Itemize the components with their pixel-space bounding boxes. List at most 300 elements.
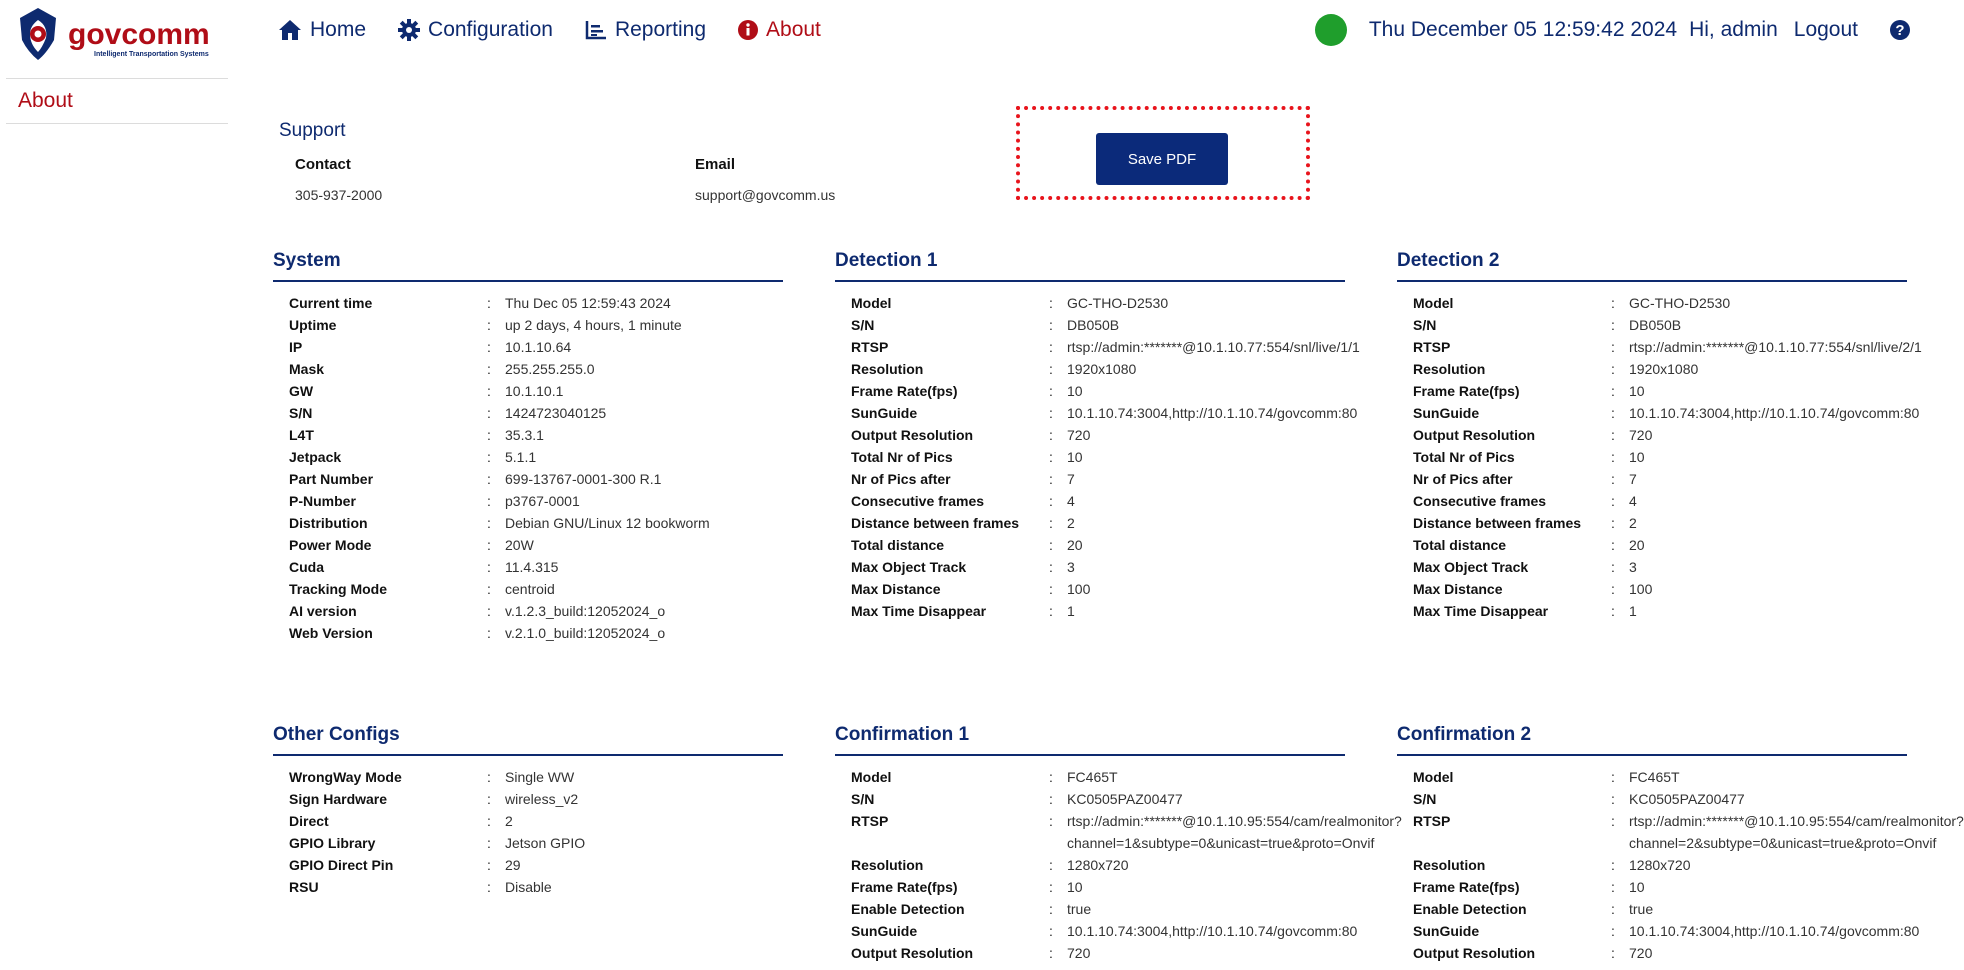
separator: : [1049, 537, 1053, 553]
info-row [851, 556, 1345, 578]
info-label: SunGuide [1413, 923, 1480, 939]
info-value: 2 [505, 813, 513, 829]
info-label: Enable Detection [1413, 901, 1527, 917]
info-row [851, 468, 1345, 490]
info-label: Frame Rate(fps) [851, 879, 958, 895]
status-indicator [1315, 14, 1347, 46]
info-row [851, 788, 1345, 810]
info-row [851, 424, 1345, 446]
separator: : [1611, 515, 1615, 531]
info-value: FC465T [1629, 769, 1680, 785]
info-row [851, 358, 1345, 380]
info-value: centroid [505, 581, 555, 597]
info-value: 5.1.1 [505, 449, 537, 465]
separator: : [1049, 515, 1053, 531]
info-value: rtsp://admin:*******@10.1.10.77:554/snl/live/1/1 [1067, 339, 1360, 355]
info-row [289, 600, 783, 622]
separator: : [487, 339, 491, 355]
info-label: Frame Rate(fps) [1413, 383, 1520, 399]
system-section [273, 250, 783, 644]
info-label: Output Resolution [1413, 945, 1536, 961]
info-value: 720 [1067, 427, 1091, 443]
separator: : [1049, 945, 1053, 961]
info-label: SunGuide [851, 405, 918, 421]
info-label: GPIO Library [289, 835, 376, 851]
info-row [289, 468, 783, 490]
separator: : [1049, 405, 1053, 421]
info-label: Model [1413, 769, 1454, 785]
separator: : [487, 625, 491, 641]
info-value: 10.1.10.1 [505, 383, 564, 399]
separator: : [487, 405, 491, 421]
chart-icon [585, 20, 607, 40]
separator: : [1049, 295, 1053, 311]
info-value: DB050B [1067, 317, 1120, 333]
other-configs-section [273, 724, 783, 898]
info-row [289, 788, 783, 810]
info-value: 20 [1067, 537, 1083, 553]
separator: : [487, 879, 491, 895]
info-label: Nr of Pics after [1413, 471, 1513, 487]
sidebar-item-about[interactable]: About [6, 79, 228, 124]
separator: : [1611, 339, 1615, 355]
separator: : [487, 383, 491, 399]
section-title: Detection 2 [1397, 250, 1907, 282]
info-row [851, 876, 1345, 898]
separator: : [1049, 857, 1053, 873]
separator: : [1049, 879, 1053, 895]
contact-phone: 305-937-2000 [295, 187, 383, 203]
info-row [1413, 854, 1907, 876]
info-value: 4 [1629, 493, 1637, 509]
confirmation1-section [835, 724, 1402, 964]
info-row [1413, 810, 1964, 854]
separator: : [487, 317, 491, 333]
info-value: 7 [1629, 471, 1637, 487]
separator: : [1049, 901, 1053, 917]
info-value: 10 [1067, 879, 1083, 895]
info-label: P-Number [289, 493, 356, 509]
info-label: Mask [289, 361, 325, 377]
info-label: Model [1413, 295, 1454, 311]
info-label: Direct [289, 813, 329, 829]
info-value: v.1.2.3_build:12052024_o [505, 603, 666, 619]
info-label: Max Object Track [851, 559, 967, 575]
info-row [1413, 314, 1907, 336]
info-row [289, 854, 783, 876]
separator: : [1611, 405, 1615, 421]
info-row [289, 490, 783, 512]
separator: : [1611, 427, 1615, 443]
info-label: Current time [289, 295, 373, 311]
info-value: v.2.1.0_build:12052024_o [505, 625, 666, 641]
separator: : [1049, 471, 1053, 487]
info-value: 7 [1067, 471, 1075, 487]
info-value: 2 [1629, 515, 1637, 531]
info-value: 255.255.255.0 [505, 361, 595, 377]
separator: : [487, 515, 491, 531]
sidebar [6, 78, 228, 124]
info-value: 10.1.10.74:3004,http://10.1.10.74/govcomm:80 [1629, 923, 1920, 939]
info-row [1413, 942, 1907, 964]
save-pdf-highlight [1016, 106, 1310, 200]
info-label: SunGuide [1413, 405, 1480, 421]
info-value: rtsp://admin:*******@10.1.10.77:554/snl/live/2/1 [1629, 339, 1922, 355]
info-row [289, 810, 783, 832]
separator: : [1049, 383, 1053, 399]
section-title: System [273, 250, 783, 282]
separator: : [1049, 791, 1053, 807]
nav-reporting[interactable] [585, 18, 706, 42]
info-value: 35.3.1 [505, 427, 544, 443]
info-label: Jetpack [289, 449, 342, 465]
separator: : [1611, 923, 1615, 939]
info-value: Thu Dec 05 12:59:43 2024 [505, 295, 671, 311]
user-greeting: Hi, admin [1689, 18, 1778, 41]
info-value: up 2 days, 4 hours, 1 minute [505, 317, 682, 333]
info-label: Power Mode [289, 537, 372, 553]
info-label: Distribution [289, 515, 368, 531]
info-value: 20W [505, 537, 534, 553]
separator: : [487, 361, 491, 377]
info-row [851, 402, 1358, 424]
info-value: 10.1.10.74:3004,http://10.1.10.74/govcomm:80 [1629, 405, 1920, 421]
section-title: Confirmation 1 [835, 724, 1345, 756]
info-row [289, 556, 783, 578]
separator: : [1611, 493, 1615, 509]
separator: : [487, 791, 491, 807]
info-value: 10.1.10.64 [505, 339, 572, 355]
svg-text:govcomm: govcomm [68, 18, 210, 51]
separator: : [487, 449, 491, 465]
info-label: Output Resolution [1413, 427, 1536, 443]
info-value: wireless_v2 [505, 791, 579, 807]
info-row [289, 358, 783, 380]
nav-home[interactable] [278, 18, 366, 42]
info-label: Tracking Mode [289, 581, 388, 597]
separator: : [1049, 317, 1053, 333]
info-label: GPIO Direct Pin [289, 857, 394, 873]
separator: : [487, 295, 491, 311]
separator: : [487, 769, 491, 785]
info-label: Resolution [1413, 857, 1486, 873]
info-row [851, 854, 1345, 876]
info-label: Enable Detection [851, 901, 965, 917]
info-value: FC465T [1067, 769, 1118, 785]
info-label: Max Time Disappear [1413, 603, 1549, 619]
info-label: Total distance [1413, 537, 1507, 553]
separator: : [1611, 603, 1615, 619]
info-label: Total Nr of Pics [851, 449, 953, 465]
info-label: Frame Rate(fps) [851, 383, 958, 399]
separator: : [1611, 383, 1615, 399]
contact-email: support@govcomm.us [695, 187, 836, 203]
info-row [289, 402, 783, 424]
info-row [289, 380, 783, 402]
svg-text:Intelligent Transportation Sys: Intelligent Transportation Systems [94, 51, 209, 58]
info-label: Cuda [289, 559, 324, 575]
info-row [1413, 600, 1907, 622]
info-value: 1424723040125 [505, 405, 607, 421]
info-row [289, 314, 783, 336]
separator: : [1611, 769, 1615, 785]
separator: : [1049, 603, 1053, 619]
info-label: S/N [851, 791, 875, 807]
info-row [289, 622, 783, 644]
info-value: Disable [505, 879, 552, 895]
info-label: Model [851, 295, 892, 311]
contact-header: Contact [295, 156, 351, 173]
info-label: WrongWay Mode [289, 769, 402, 785]
info-row [851, 314, 1345, 336]
info-value: 100 [1067, 581, 1091, 597]
info-value: 10.1.10.74:3004,http://10.1.10.74/govcomm:80 [1067, 923, 1358, 939]
info-label: Output Resolution [851, 945, 974, 961]
info-row [1413, 446, 1907, 468]
info-label: Max Object Track [1413, 559, 1529, 575]
separator: : [487, 603, 491, 619]
info-label: Total Nr of Pics [1413, 449, 1515, 465]
info-row [289, 832, 783, 854]
separator: : [1611, 471, 1615, 487]
info-value: DB050B [1629, 317, 1682, 333]
info-label: Resolution [1413, 361, 1486, 377]
email-header: Email [695, 156, 736, 173]
separator: : [487, 471, 491, 487]
section-title: Other Configs [273, 724, 783, 756]
info-row [1413, 380, 1907, 402]
gear-icon [398, 19, 420, 41]
separator: : [1611, 317, 1615, 333]
separator: : [487, 835, 491, 851]
detection2-section [1397, 250, 1922, 622]
separator: : [487, 493, 491, 509]
nav-reporting-label: Reporting [614, 18, 707, 41]
info-value: GC-THO-D2530 [1629, 295, 1731, 311]
info-label: S/N [1413, 317, 1437, 333]
separator: : [1611, 537, 1615, 553]
info-value: Debian GNU/Linux 12 bookworm [505, 515, 710, 531]
info-row [1413, 292, 1907, 314]
info-value: rtsp://admin:*******@10.1.10.95:554/cam/realmonitor?channel=2&subtype=0&unicast=true&proto=Onvif [1629, 813, 1964, 851]
info-row [289, 446, 783, 468]
nav-about[interactable] [738, 18, 821, 42]
info-value: 4 [1067, 493, 1075, 509]
info-value: 10 [1067, 383, 1083, 399]
separator: : [1611, 857, 1615, 873]
info-value: true [1067, 901, 1092, 917]
save-pdf-button[interactable]: Save PDF [1096, 133, 1228, 185]
info-row [1413, 490, 1907, 512]
info-row [1413, 534, 1907, 556]
help-icon[interactable]: ? [1890, 20, 1910, 40]
separator: : [1049, 427, 1053, 443]
info-row [1413, 424, 1907, 446]
nav-configuration[interactable] [398, 18, 553, 42]
info-row [851, 920, 1358, 942]
info-label: IP [289, 339, 303, 355]
info-row [851, 600, 1345, 622]
confirmation2-section [1397, 724, 1964, 964]
info-value: 1 [1067, 603, 1075, 619]
info-value: 10.1.10.74:3004,http://10.1.10.74/govcomm:80 [1067, 405, 1358, 421]
info-row [289, 766, 783, 788]
info-row [1413, 468, 1907, 490]
info-value: KC0505PAZ00477 [1629, 791, 1745, 807]
separator: : [487, 581, 491, 597]
info-value: 1280x720 [1629, 857, 1691, 873]
info-row [851, 534, 1345, 556]
info-icon [738, 20, 758, 40]
info-label: Model [851, 769, 892, 785]
info-row [1413, 578, 1907, 600]
info-label: AI version [289, 603, 357, 619]
support-block [279, 120, 879, 203]
info-label: GW [289, 383, 314, 399]
main-nav [278, 18, 853, 42]
info-value: 10 [1067, 449, 1083, 465]
separator: : [1611, 449, 1615, 465]
separator: : [1611, 361, 1615, 377]
info-row [1413, 920, 1920, 942]
info-label: Resolution [851, 857, 924, 873]
info-label: Sign Hardware [289, 791, 388, 807]
info-label: Max Time Disappear [851, 603, 987, 619]
info-row [1413, 512, 1907, 534]
info-label: RTSP [851, 813, 889, 829]
info-row [1413, 766, 1907, 788]
separator: : [1049, 339, 1053, 355]
info-label: Distance between frames [1413, 515, 1582, 531]
info-label: Resolution [851, 361, 924, 377]
info-value: 3 [1629, 559, 1637, 575]
info-value: 699-13767-0001-300 R.1 [505, 471, 662, 487]
separator: : [1611, 791, 1615, 807]
logout-link[interactable]: Logout [1793, 18, 1858, 41]
info-value: KC0505PAZ00477 [1067, 791, 1183, 807]
info-value: 1280x720 [1067, 857, 1129, 873]
info-row [851, 942, 1345, 964]
info-row [289, 534, 783, 556]
info-row [851, 766, 1345, 788]
info-row [851, 898, 1345, 920]
info-row [851, 446, 1345, 468]
separator: : [1611, 559, 1615, 575]
info-row [851, 810, 1402, 854]
info-value: 1 [1629, 603, 1637, 619]
info-label: RSU [289, 879, 319, 895]
info-row [289, 512, 783, 534]
info-value: 11.4.315 [505, 559, 559, 575]
info-value: 3 [1067, 559, 1075, 575]
separator: : [487, 559, 491, 575]
section-title: Detection 1 [835, 250, 1345, 282]
header-datetime: Thu December 05 12:59:42 2024 [1368, 18, 1678, 41]
info-label: RTSP [1413, 813, 1451, 829]
info-row [851, 380, 1345, 402]
info-label: Total distance [851, 537, 945, 553]
info-value: 10 [1629, 383, 1645, 399]
info-value: 100 [1629, 581, 1653, 597]
info-row [851, 292, 1345, 314]
info-value: 1920x1080 [1629, 361, 1699, 377]
info-label: S/N [851, 317, 875, 333]
separator: : [487, 857, 491, 873]
info-value: 29 [505, 857, 521, 873]
separator: : [1049, 769, 1053, 785]
separator: : [1049, 449, 1053, 465]
separator: : [1611, 295, 1615, 311]
nav-home-label: Home [310, 18, 367, 41]
home-icon [278, 19, 302, 41]
separator: : [1049, 559, 1053, 575]
info-value: 720 [1629, 945, 1653, 961]
separator: : [1049, 361, 1053, 377]
info-row [1413, 876, 1907, 898]
info-row [1413, 556, 1907, 578]
info-label: S/N [289, 405, 313, 421]
info-label: Max Distance [1413, 581, 1503, 597]
separator: : [487, 427, 491, 443]
info-label: Part Number [289, 471, 374, 487]
support-title: Support [279, 120, 346, 141]
section-title: Confirmation 2 [1397, 724, 1907, 756]
govcomm-logo[interactable] [16, 6, 226, 64]
info-value: 10 [1629, 449, 1645, 465]
separator: : [1611, 581, 1615, 597]
info-value: Single WW [505, 769, 575, 785]
info-row [851, 512, 1345, 534]
info-label: Nr of Pics after [851, 471, 951, 487]
nav-about-label: About [766, 18, 821, 41]
info-label: RTSP [851, 339, 889, 355]
info-row [1413, 336, 1922, 358]
info-row [1413, 402, 1920, 424]
info-value: 720 [1629, 427, 1653, 443]
info-label: Output Resolution [851, 427, 974, 443]
separator: : [1611, 945, 1615, 961]
separator: : [1049, 581, 1053, 597]
info-row [1413, 788, 1907, 810]
info-row [289, 876, 783, 898]
info-label: Distance between frames [851, 515, 1020, 531]
info-label: Frame Rate(fps) [1413, 879, 1520, 895]
info-row [851, 336, 1360, 358]
separator: : [1611, 901, 1615, 917]
info-label: Max Distance [851, 581, 941, 597]
info-label: L4T [289, 427, 314, 443]
info-value: 1920x1080 [1067, 361, 1137, 377]
nav-configuration-label: Configuration [428, 18, 553, 41]
info-label: RTSP [1413, 339, 1451, 355]
separator: : [1049, 923, 1053, 939]
separator: : [1611, 879, 1615, 895]
separator: : [1049, 493, 1053, 509]
info-value: p3767-0001 [505, 493, 580, 509]
info-label: Consecutive frames [1413, 493, 1547, 509]
separator: : [1049, 813, 1053, 829]
info-value: GC-THO-D2530 [1067, 295, 1169, 311]
info-value: 10 [1629, 879, 1645, 895]
info-row [289, 424, 783, 446]
info-row [289, 292, 783, 314]
separator: : [487, 813, 491, 829]
info-row [289, 578, 783, 600]
separator: : [1611, 813, 1615, 829]
info-row [289, 336, 783, 358]
info-value: true [1629, 901, 1654, 917]
info-value: 720 [1067, 945, 1091, 961]
